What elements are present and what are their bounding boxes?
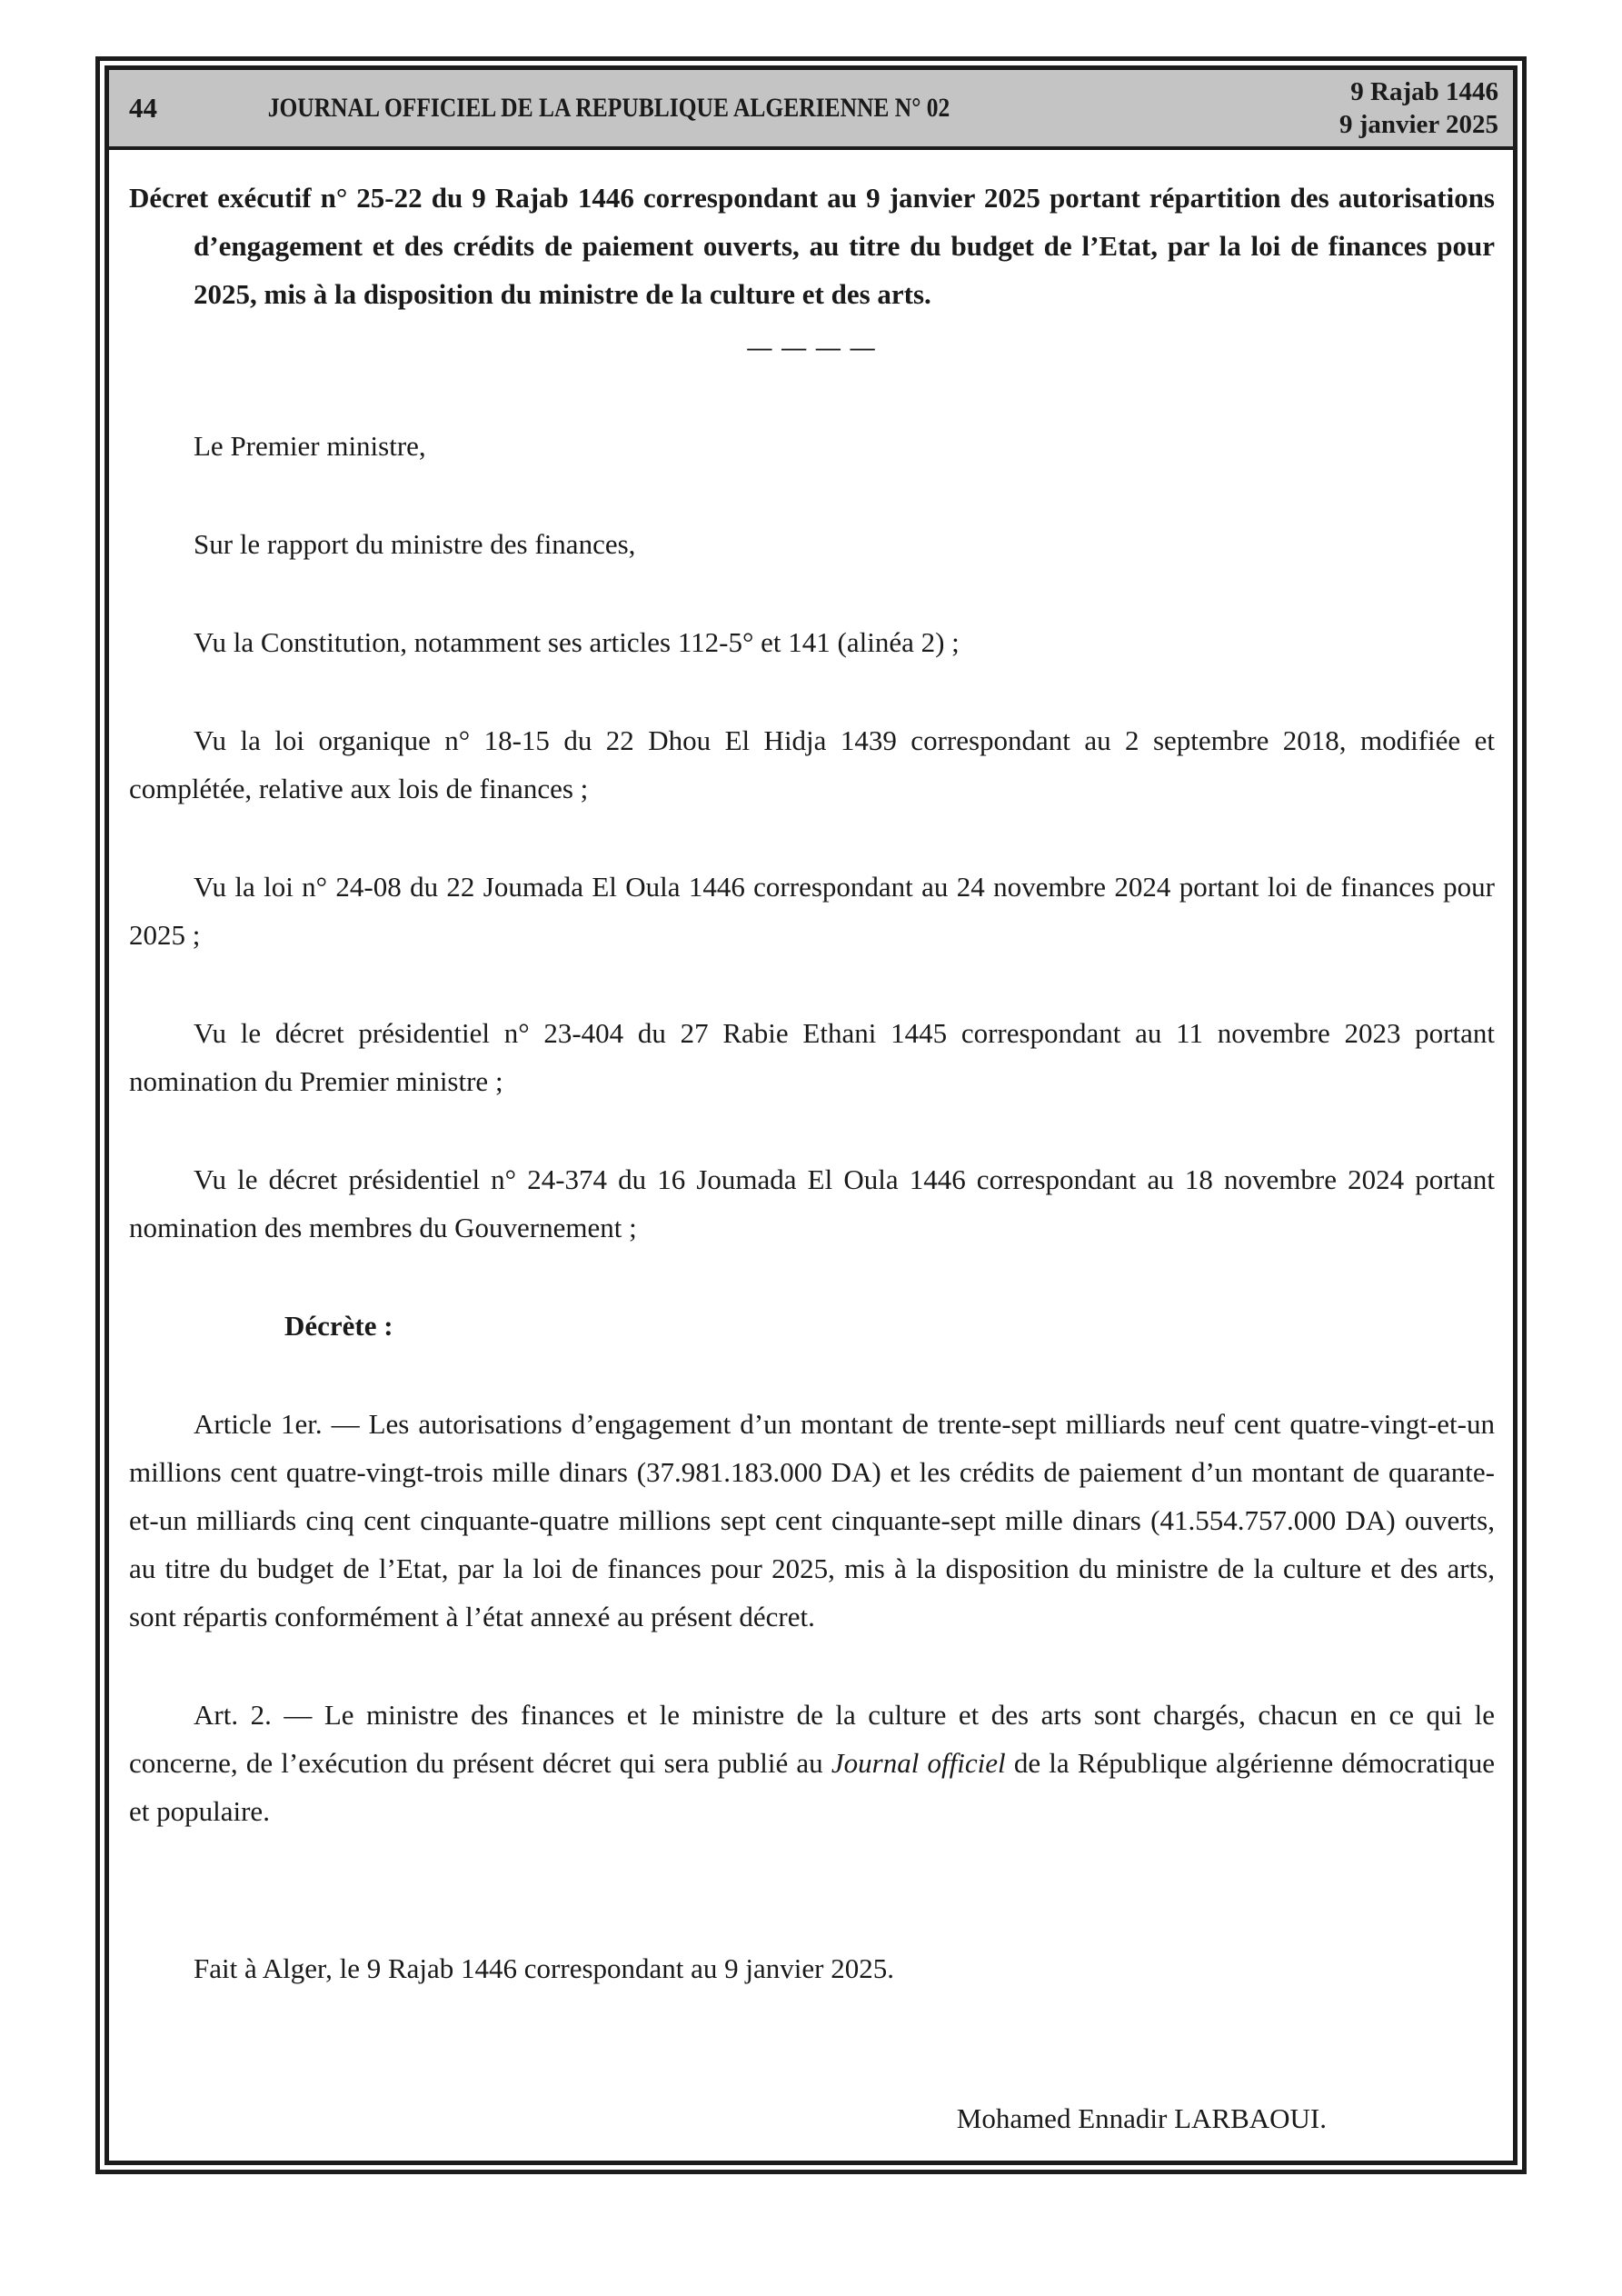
header-dates bbox=[1339, 70, 1498, 146]
decree-title: Décret exécutif n° 25-22 du 9 Rajab 1446 correspondant au 9 janvier 2025 portant répartition des autorisations d’engagement et des crédits de paiement ouverts, au titre du budget de l’Etat, par la loi de finances pour 2025, mis à la disposition du ministre de la culture et des arts. bbox=[129, 182, 1495, 310]
page-number: 44 bbox=[129, 92, 157, 124]
preamble-paragraph: Vu le décret présidentiel n° 24-374 du 16 Joumada El Oula 1446 correspondant au 18 novembre 2024 portant nomination des membres du Gouvernement ; bbox=[129, 1163, 1495, 1243]
dash-separator: — — — — bbox=[747, 334, 877, 361]
preamble-paragraph: Vu la Constitution, notamment ses articles 112-5° et 141 (alinéa 2) ; bbox=[194, 626, 960, 658]
page-header bbox=[109, 70, 1513, 150]
signatory-name: Mohamed Ennadir LARBAOUI. bbox=[956, 2102, 1327, 2134]
article-2 bbox=[129, 1691, 1495, 1835]
date-gregorian: 9 janvier 2025 bbox=[1338, 110, 1498, 139]
page-frame bbox=[95, 56, 1527, 2174]
date-hijri: 9 Rajab 1446 bbox=[1350, 77, 1498, 106]
article-1: Article 1er. — Les autorisations d’engagement d’un montant de trente-sept milliards neuf cent quatre-vingt-et-un millions cent quatre-vingt-trois mille dinars (37.981.183.000 DA) et les crédits de paiement d’un montant de quarante-et-un milliards cinq cent cinquante-quatre millions sept cent cinquante-sept mille dinars (41.554.757.000 DA) ouverts, au titre du budget de l’Etat, par la loi de finances pour 2025, mis à la disposition du ministre de la culture et des arts, sont répartis conformément à l’état annexé au présent décret. bbox=[129, 1408, 1495, 1632]
journal-title: JOURNAL OFFICIEL DE LA REPUBLIQUE ALGERIENNE N° 02 bbox=[267, 93, 950, 123]
enacting-formula: Décrète : bbox=[284, 1310, 393, 1342]
article-2-text-after: de la République algérienne démocratique et populaire. bbox=[129, 1747, 1495, 1827]
preamble-paragraph: Vu le décret présidentiel n° 23-404 du 27 Rabie Ethani 1445 correspondant au 11 novembre 2023 portant nomination du Premier ministre ; bbox=[129, 1017, 1495, 1097]
journal-officiel-italic: Journal officiel bbox=[831, 1747, 1006, 1779]
place-and-date-line: Fait à Alger, le 9 Rajab 1446 correspondant au 9 janvier 2025. bbox=[194, 1952, 894, 1984]
preamble-paragraph: Sur le rapport du ministre des finances, bbox=[194, 528, 636, 560]
preamble-paragraph: Vu la loi organique n° 18-15 du 22 Dhou El Hidja 1439 correspondant au 2 septembre 2018, modifiée et complétée, relative aux lois de finances ; bbox=[129, 724, 1495, 804]
preamble-paragraph: Vu la loi n° 24-08 du 22 Joumada El Oula 1446 correspondant au 24 novembre 2024 portant loi de finances pour 2025 ; bbox=[129, 871, 1495, 951]
preamble-paragraph: Le Premier ministre, bbox=[194, 430, 426, 462]
article-2-text-before: Art. 2. — Le ministre des finances et le ministre de la culture et des arts sont chargés, chacun en ce qui le concerne, de l’exécution du présent décret qui sera publié au bbox=[129, 1699, 1495, 1779]
decree-body bbox=[109, 174, 1513, 2142]
